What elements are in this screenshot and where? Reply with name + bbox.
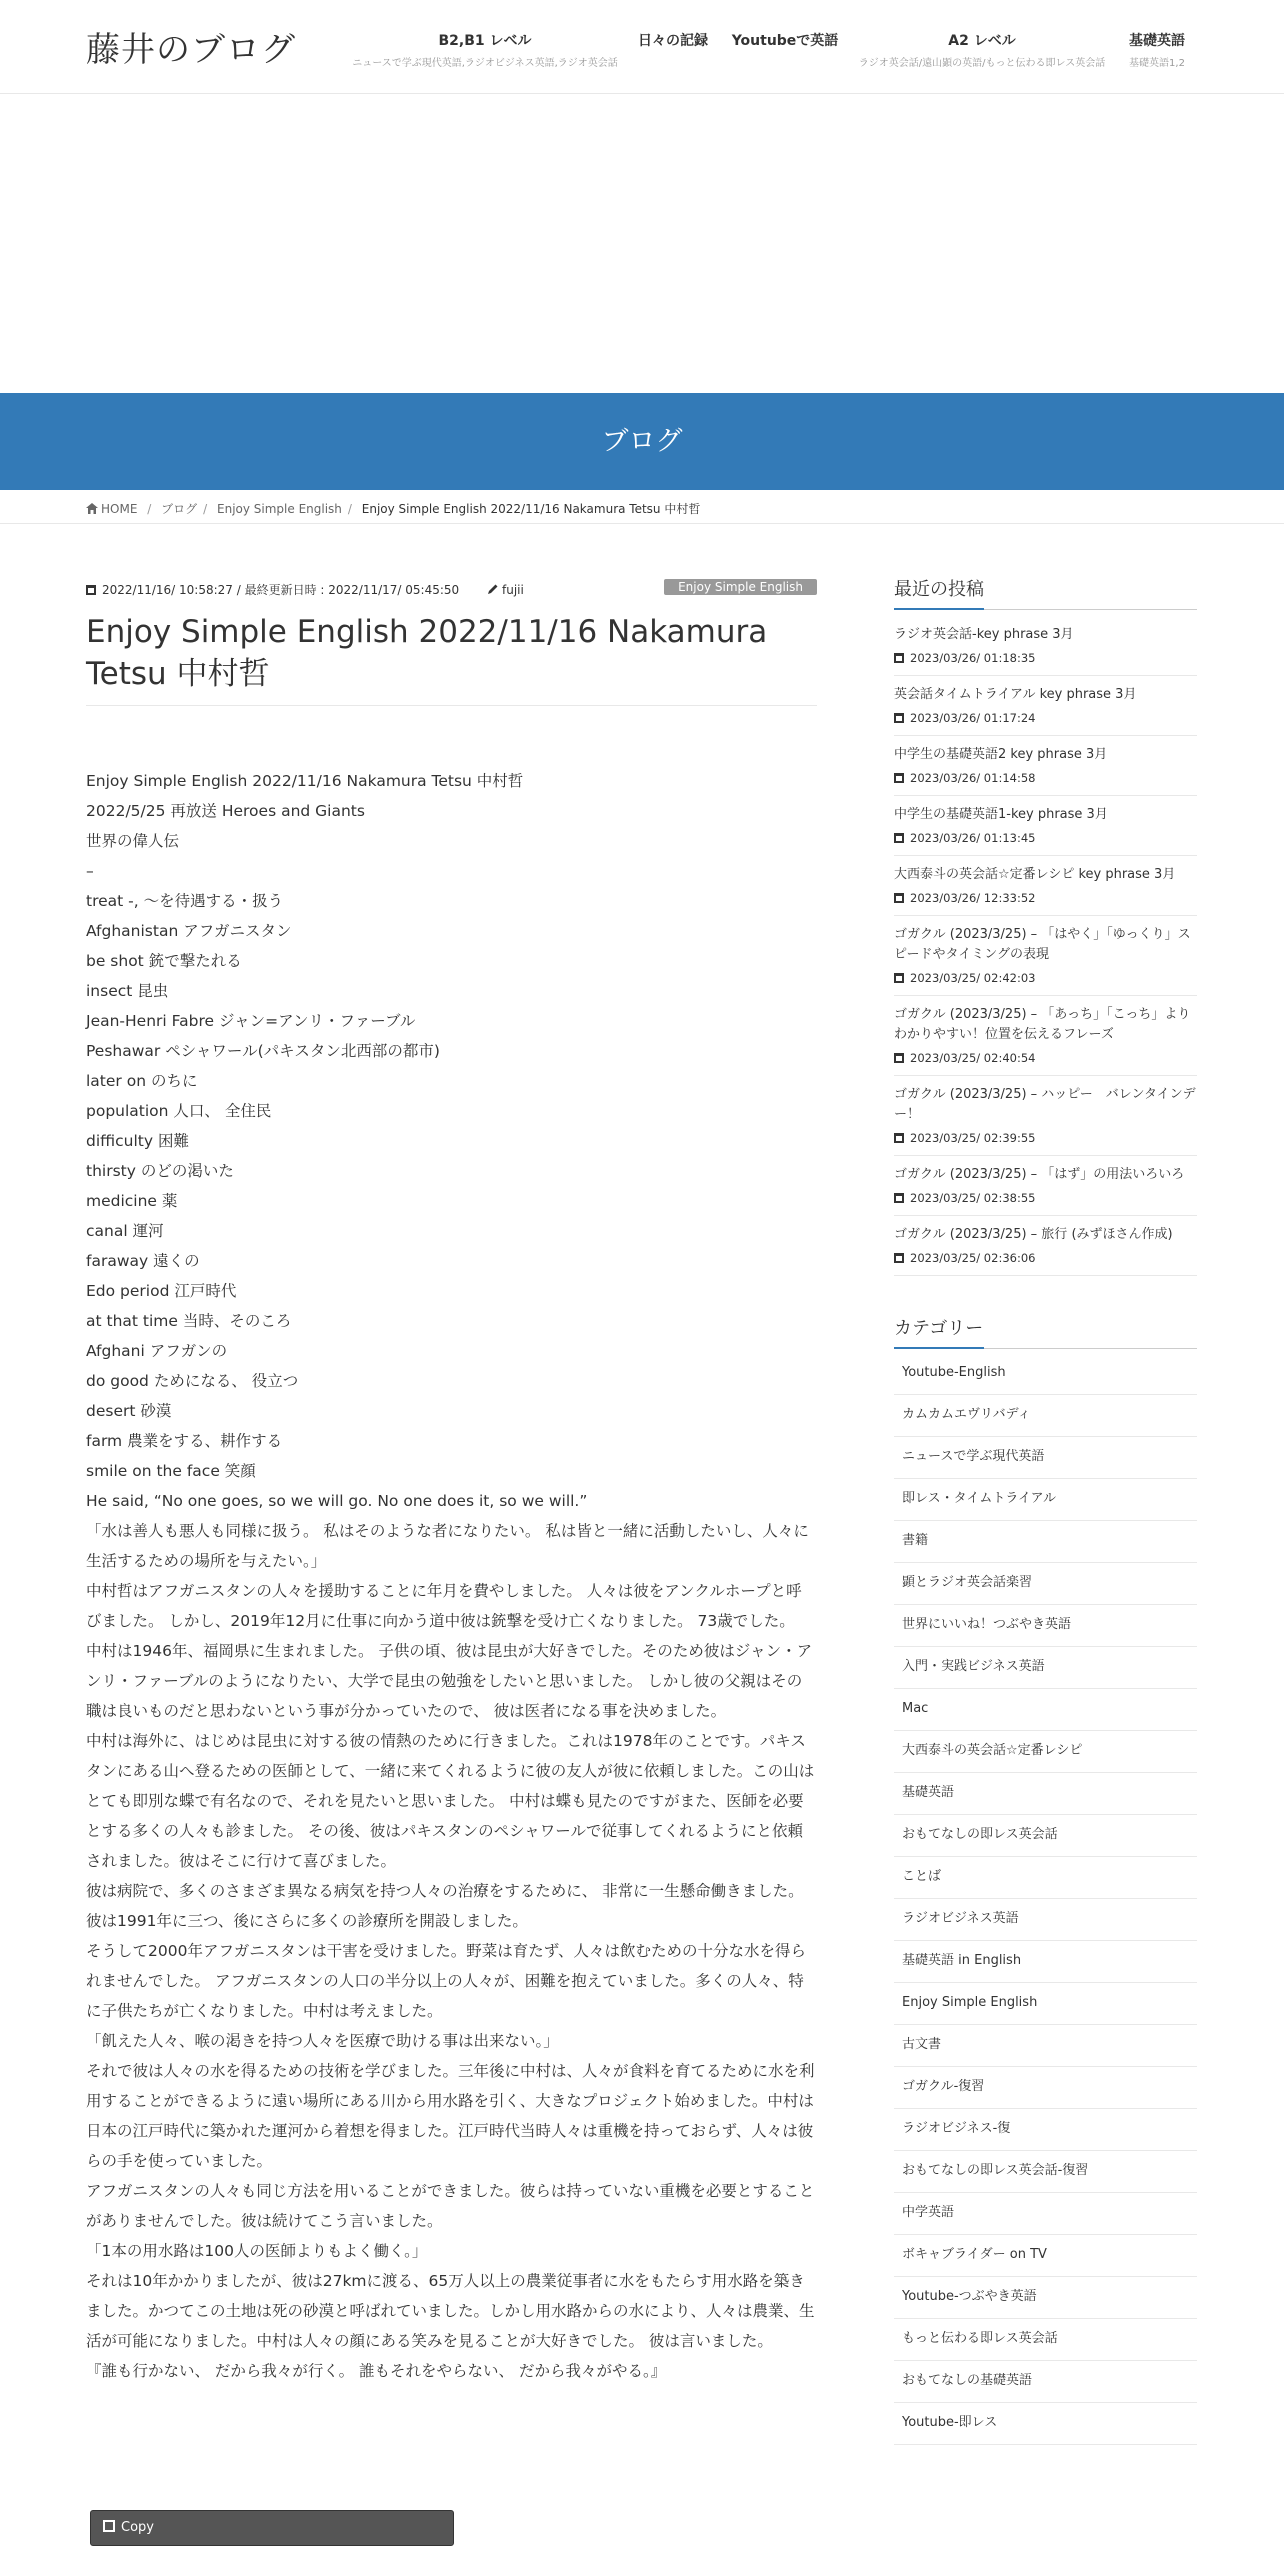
main-content	[86, 575, 817, 2386]
recent-post-link[interactable]: ゴガクル (2023/3/25) – 「はず」の用法いろいろ	[894, 1167, 1185, 1182]
sidebar	[894, 575, 1197, 2445]
entry-paragraph: medicine 薬	[86, 1192, 178, 1210]
category-widget	[894, 1314, 1197, 2445]
entry-body	[86, 766, 817, 2386]
entry-date	[86, 581, 524, 598]
breadcrumb-home-link[interactable]: HOME	[101, 502, 138, 516]
entry-paragraph: faraway 遠くの	[86, 1252, 200, 1270]
entry-paragraph: Afghani アフガンの	[86, 1342, 228, 1360]
category-item[interactable]: 世界にいいね！つぶやき英語	[894, 1605, 1197, 1647]
category-title: カテゴリー	[894, 1314, 1197, 1349]
nav-item-label: A2 レベル	[948, 33, 1016, 49]
page-header	[0, 393, 1284, 490]
entry-title: Enjoy Simple English 2022/11/16 Nakamura Tetsu 中村哲	[86, 611, 817, 706]
category-item[interactable]: 大西泰斗の英会話☆定番レシピ	[894, 1731, 1197, 1773]
category-item[interactable]: おもてなしの基礎英語	[894, 2361, 1197, 2403]
entry-category-badge[interactable]: Enjoy Simple English	[664, 579, 817, 595]
ad-area	[0, 95, 1284, 393]
recent-post-date	[894, 891, 1197, 905]
calendar-icon	[894, 653, 904, 663]
entry-meta	[86, 575, 817, 601]
entry-paragraph: それは10年かかりましたが、彼は27kmに渡る、65万人以上の農業従事者に水をもたらす用水路を築きました。かつてこの土地は死の砂漠と呼ばれていました。しかし用水路からの水により、人々は農業、生活が可能になりました。中村は人々の顔にある笑みを見ることが大好きでした。 彼は言いました。	[86, 2272, 815, 2350]
entry-paragraph: 『誰も行かない、 だから我々が行く。 誰もそれをやらない、 だから我々がやる。』	[86, 2362, 667, 2380]
category-item[interactable]: Mac	[894, 1689, 1197, 1731]
breadcrumb-separator: /	[147, 502, 152, 516]
breadcrumb-separator: /	[203, 502, 208, 516]
entry-paragraph: 中村は海外に、はじめは昆虫に対する彼の情熱のために行きました。これは1978年のことです。パキスタンにある山へ登るための医師として、一緒に来てくれるように彼の友人が彼に依頼しました。この山はとても即別な蝶で有名なので、それを見たいと思いました。 中村は蝶も見たのですがまた、医師を必要とする多くの人々も診ました。 その後、彼はパキスタンのペシャワールで従事してくれるようにと依頼されました。彼はそこに行けて喜びました。	[86, 1732, 815, 1870]
recent-post-link[interactable]: 中学生の基礎英語2 key phrase 3月	[894, 747, 1108, 762]
entry-paragraph: do good ためになる、 役立つ	[86, 1372, 299, 1390]
breadcrumb-blog-link[interactable]: ブログ	[161, 502, 198, 516]
calendar-icon	[894, 1053, 904, 1063]
category-item[interactable]: 基礎英語	[894, 1773, 1197, 1815]
entry-date-text: 2022/11/16/ 10:58:27 / 最終更新日時 : 2022/11/17/ 05:45:50	[102, 583, 460, 597]
entry-paragraph: difficulty 困難	[86, 1132, 189, 1150]
breadcrumb-separator: /	[347, 502, 352, 516]
recent-post-item	[894, 736, 1197, 796]
recent-post-date	[894, 1191, 1197, 1205]
category-item[interactable]: 即レス・タイムトライアル	[894, 1479, 1197, 1521]
category-item[interactable]: ラジオビジネス-復	[894, 2109, 1197, 2151]
recent-post-item	[894, 796, 1197, 856]
entry-paragraph: treat -, 〜を待遇する・扱う	[86, 892, 284, 910]
global-nav	[0, 30, 1284, 70]
entry-author	[487, 583, 524, 597]
recent-post-item	[894, 1156, 1197, 1216]
recent-post-date-text: 2023/03/26/ 01:13:45	[910, 831, 1036, 845]
recent-post-date	[894, 771, 1197, 785]
category-item[interactable]: カムカムエヴリバディ	[894, 1395, 1197, 1437]
nav-item-b2b1[interactable]	[350, 30, 620, 69]
recent-post-link[interactable]: ゴガクル (2023/3/25) – 「あっち」「こっち」よりわかりやすい！位置を伝えるフレーズ	[894, 1007, 1191, 1042]
entry-paragraph: Enjoy Simple English 2022/11/16 Nakamura Tetsu 中村哲	[86, 772, 524, 790]
nav-item-diary[interactable]	[638, 30, 708, 50]
recent-post-date	[894, 971, 1197, 985]
recent-posts-title: 最近の投稿	[894, 575, 1197, 610]
category-item[interactable]: ゴガクル-復習	[894, 2067, 1197, 2109]
recent-post-link[interactable]: 英会話タイムトライアル key phrase 3月	[894, 687, 1137, 702]
breadcrumb-current: Enjoy Simple English 2022/11/16 Nakamura Tetsu 中村哲	[361, 502, 701, 516]
recent-post-link[interactable]: 中学生の基礎英語1-key phrase 3月	[894, 807, 1108, 822]
site-title[interactable]: 藤井のブログ	[86, 30, 296, 70]
recent-post-item	[894, 1216, 1197, 1276]
nav-item-basic[interactable]	[1120, 30, 1194, 69]
entry-paragraph: He said, “No one goes, so we will go. No one does it, so we will.”	[86, 1492, 588, 1510]
entry-paragraph: later on のちに	[86, 1072, 198, 1090]
nav-item-sub: ラジオ英会話/遠山顕の英語/もっと伝わる即レス英会話	[858, 58, 1106, 69]
entry-paragraph: 彼は病院で、多くのさまざま異なる病気を持つ人々の治療をするために、 非常に一生懸命働きました。彼は1991年に三つ、後にさらに多くの診療所を開設しました。	[86, 1882, 804, 1930]
calendar-icon	[894, 773, 904, 783]
recent-post-date	[894, 1131, 1197, 1145]
calendar-icon	[894, 713, 904, 723]
recent-post-item	[894, 676, 1197, 736]
recent-post-date	[894, 711, 1197, 725]
entry-paragraph: farm 農業をする、耕作する	[86, 1432, 283, 1450]
entry-paragraph: それで彼は人々の水を得るための技術を学びました。三年後に中村は、人々が食料を育てるために水を利用することができるように遠い場所にある川から用水路を引く、大きなプロジェクト始めました。中村は日本の江戸時代に築かれた運河から着想を得ました。江戸時代当時人々は重機を持っておらず、人々は彼らの手を使っていました。	[86, 2062, 815, 2170]
calendar-icon	[894, 833, 904, 843]
category-item[interactable]: ことば	[894, 1857, 1197, 1899]
entry-paragraph: –	[86, 862, 94, 880]
category-item[interactable]: 古文書	[894, 2025, 1197, 2067]
entry-paragraph: 2022/5/25 再放送 Heroes and Giants	[86, 802, 365, 820]
calendar-icon	[894, 893, 904, 903]
entry-paragraph: Peshawar ペシャワール(パキスタン北西部の都市)	[86, 1042, 440, 1060]
recent-post-date	[894, 651, 1197, 665]
pencil-icon	[487, 583, 499, 595]
entry-paragraph: 中村は1946年、福岡県に生まれました。 子供の頃、彼は昆虫が大好きでした。そのため彼はジャン・アンリ・ファーブルのようになりたい、大学で昆虫の勉強をしたいと思いました。 しかし彼の父親はその職は良いものだと思わないという事が分かっていたので、 彼は医者になる事を決めました。	[86, 1642, 813, 1720]
copy-button[interactable]	[90, 2510, 454, 2546]
category-item[interactable]: Enjoy Simple English	[894, 1983, 1197, 2025]
calendar-icon	[894, 1193, 904, 1203]
recent-post-date-text: 2023/03/26/ 12:33:52	[910, 891, 1036, 905]
entry-paragraph: 「水は善人も悪人も同様に扱う。 私はそのような者になりたい。 私は皆と一緒に活動したいし、人々に生活するための場所を与えたい。」	[86, 1522, 809, 1570]
nav-item-label: 基礎英語	[1129, 33, 1185, 49]
category-item[interactable]: ニュースで学ぶ現代英語	[894, 1437, 1197, 1479]
site-header	[0, 0, 1284, 94]
category-item[interactable]: 中学英語	[894, 2193, 1197, 2235]
recent-post-link[interactable]: 大西泰斗の英会話☆定番レシピ key phrase 3月	[894, 867, 1176, 882]
copy-icon	[103, 2520, 115, 2532]
entry-paragraph: 「飢えた人々、喉の渇きを持つ人々を医療で助ける事は出来ない。」	[86, 2032, 559, 2050]
recent-post-link[interactable]: ゴガクル (2023/3/25) – ハッピー バレンタインデー！	[894, 1087, 1196, 1122]
recent-post-item	[894, 1076, 1197, 1156]
category-item[interactable]: Youtube-つぶやき英語	[894, 2277, 1197, 2319]
breadcrumb	[0, 490, 1284, 524]
nav-item-label: Youtubeで英語	[731, 33, 839, 49]
recent-post-date-text: 2023/03/25/ 02:40:54	[910, 1051, 1036, 1065]
entry-author-name[interactable]: fujii	[502, 583, 524, 597]
recent-post-item	[894, 856, 1197, 916]
entry-paragraph: thirsty のどの渇いた	[86, 1162, 234, 1180]
recent-post-item	[894, 616, 1197, 676]
category-item[interactable]: Youtube-English	[894, 1353, 1197, 1395]
entry-paragraph: そうして2000年アフガニスタンは干害を受けました。野菜は育たず、人々は飲むための十分な水を得られませんでした。 アフガニスタンの人口の半分以上の人々が、困難を抱えていました。多くの人々、特に子供たちが亡くなりました。中村は考えました。	[86, 1942, 807, 2020]
category-list	[894, 1353, 1197, 2445]
calendar-icon	[894, 1133, 904, 1143]
breadcrumb-category-link[interactable]: Enjoy Simple English	[217, 502, 342, 516]
recent-post-date-text: 2023/03/26/ 01:18:35	[910, 651, 1036, 665]
recent-post-date-text: 2023/03/26/ 01:14:58	[910, 771, 1036, 785]
category-item[interactable]: 書籍	[894, 1521, 1197, 1563]
category-item[interactable]: ラジオビジネス英語	[894, 1899, 1197, 1941]
entry-paragraph: Afghanistan アフガニスタン	[86, 922, 292, 940]
category-item[interactable]: ボキャブライダー on TV	[894, 2235, 1197, 2277]
category-item[interactable]: おもてなしの即レス英会話	[894, 1815, 1197, 1857]
breadcrumb-home[interactable]	[86, 502, 141, 516]
recent-post-link[interactable]: ゴガクル (2023/3/25) – 旅行 (みずほさん作成)	[894, 1227, 1173, 1242]
recent-post-date-text: 2023/03/25/ 02:39:55	[910, 1131, 1036, 1145]
entry-paragraph: 中村哲はアフガニスタンの人々を援助することに年月を費やしました。 人々は彼をアンクルホープと呼びました。 しかし、2019年12月に仕事に向かう道中彼は銃撃を受け亡くなりました。 73歳でした。	[86, 1582, 802, 1630]
calendar-icon	[894, 973, 904, 983]
entry-paragraph: 世界の偉人伝	[86, 832, 180, 850]
entry-paragraph: insect 昆虫	[86, 982, 169, 1000]
nav-item-sub: ニュースで学ぶ現代英語,ラジオビジネス英語,ラジオ英会話	[352, 58, 618, 69]
copy-button-label: Copy	[121, 2520, 154, 2535]
recent-post-link[interactable]: ゴガクル (2023/3/25) – 「はやく」「ゆっくり」スピードやタイミングの表現	[894, 927, 1191, 962]
calendar-icon	[894, 1253, 904, 1263]
recent-post-item	[894, 996, 1197, 1076]
recent-post-date-text: 2023/03/25/ 02:42:03	[910, 971, 1036, 985]
entry-paragraph: population 人口、 全住民	[86, 1102, 272, 1120]
entry-paragraph: canal 運河	[86, 1222, 164, 1240]
recent-post-date	[894, 831, 1197, 845]
home-icon	[86, 503, 98, 514]
entry-paragraph: 「1本の用水路は100人の医師よりもよく働く。」	[86, 2242, 428, 2260]
recent-post-link[interactable]: ラジオ英会話-key phrase 3月	[894, 627, 1074, 642]
category-item[interactable]: 入門・実践ビジネス英語	[894, 1647, 1197, 1689]
entry-paragraph: desert 砂漠	[86, 1402, 172, 1420]
recent-post-date-text: 2023/03/26/ 01:17:24	[910, 711, 1036, 725]
recent-post-date	[894, 1051, 1197, 1065]
entry-paragraph: Jean-Henri Fabre ジャン=アンリ・ファーブル	[86, 1012, 416, 1030]
category-item[interactable]: 顕とラジオ英会話楽習	[894, 1563, 1197, 1605]
recent-post-date-text: 2023/03/25/ 02:36:06	[910, 1251, 1036, 1265]
entry-paragraph: Edo period 江戸時代	[86, 1282, 237, 1300]
recent-post-date	[894, 1251, 1197, 1265]
nav-item-sub: 基礎英語1,2	[1129, 58, 1185, 69]
recent-post-date-text: 2023/03/25/ 02:38:55	[910, 1191, 1036, 1205]
calendar-icon	[86, 585, 96, 595]
recent-posts-list	[894, 616, 1197, 1276]
entry-paragraph: アフガニスタンの人々も同じ方法を用いることができました。彼らは持っていない重機を必要とすることがありませんでした。彼は続けてこう言いました。	[86, 2182, 815, 2230]
nav-item-youtube[interactable]	[730, 30, 840, 50]
category-item[interactable]: Youtube-即レス	[894, 2403, 1197, 2445]
nav-item-label: 日々の記録	[638, 33, 708, 49]
nav-item-a2[interactable]	[850, 30, 1114, 69]
nav-item-label: B2,B1 レベル	[438, 33, 532, 49]
entry-paragraph: at that time 当時、そのころ	[86, 1312, 292, 1330]
category-item[interactable]: おもてなしの即レス英会話-復習	[894, 2151, 1197, 2193]
entry-paragraph: be shot 銃で撃たれる	[86, 952, 242, 970]
category-item[interactable]: もっと伝わる即レス英会話	[894, 2319, 1197, 2361]
category-item[interactable]: 基礎英語 in English	[894, 1941, 1197, 1983]
entry-paragraph: smile on the face 笑顔	[86, 1462, 256, 1480]
page-header-title: ブログ	[601, 426, 683, 457]
recent-post-item	[894, 916, 1197, 996]
